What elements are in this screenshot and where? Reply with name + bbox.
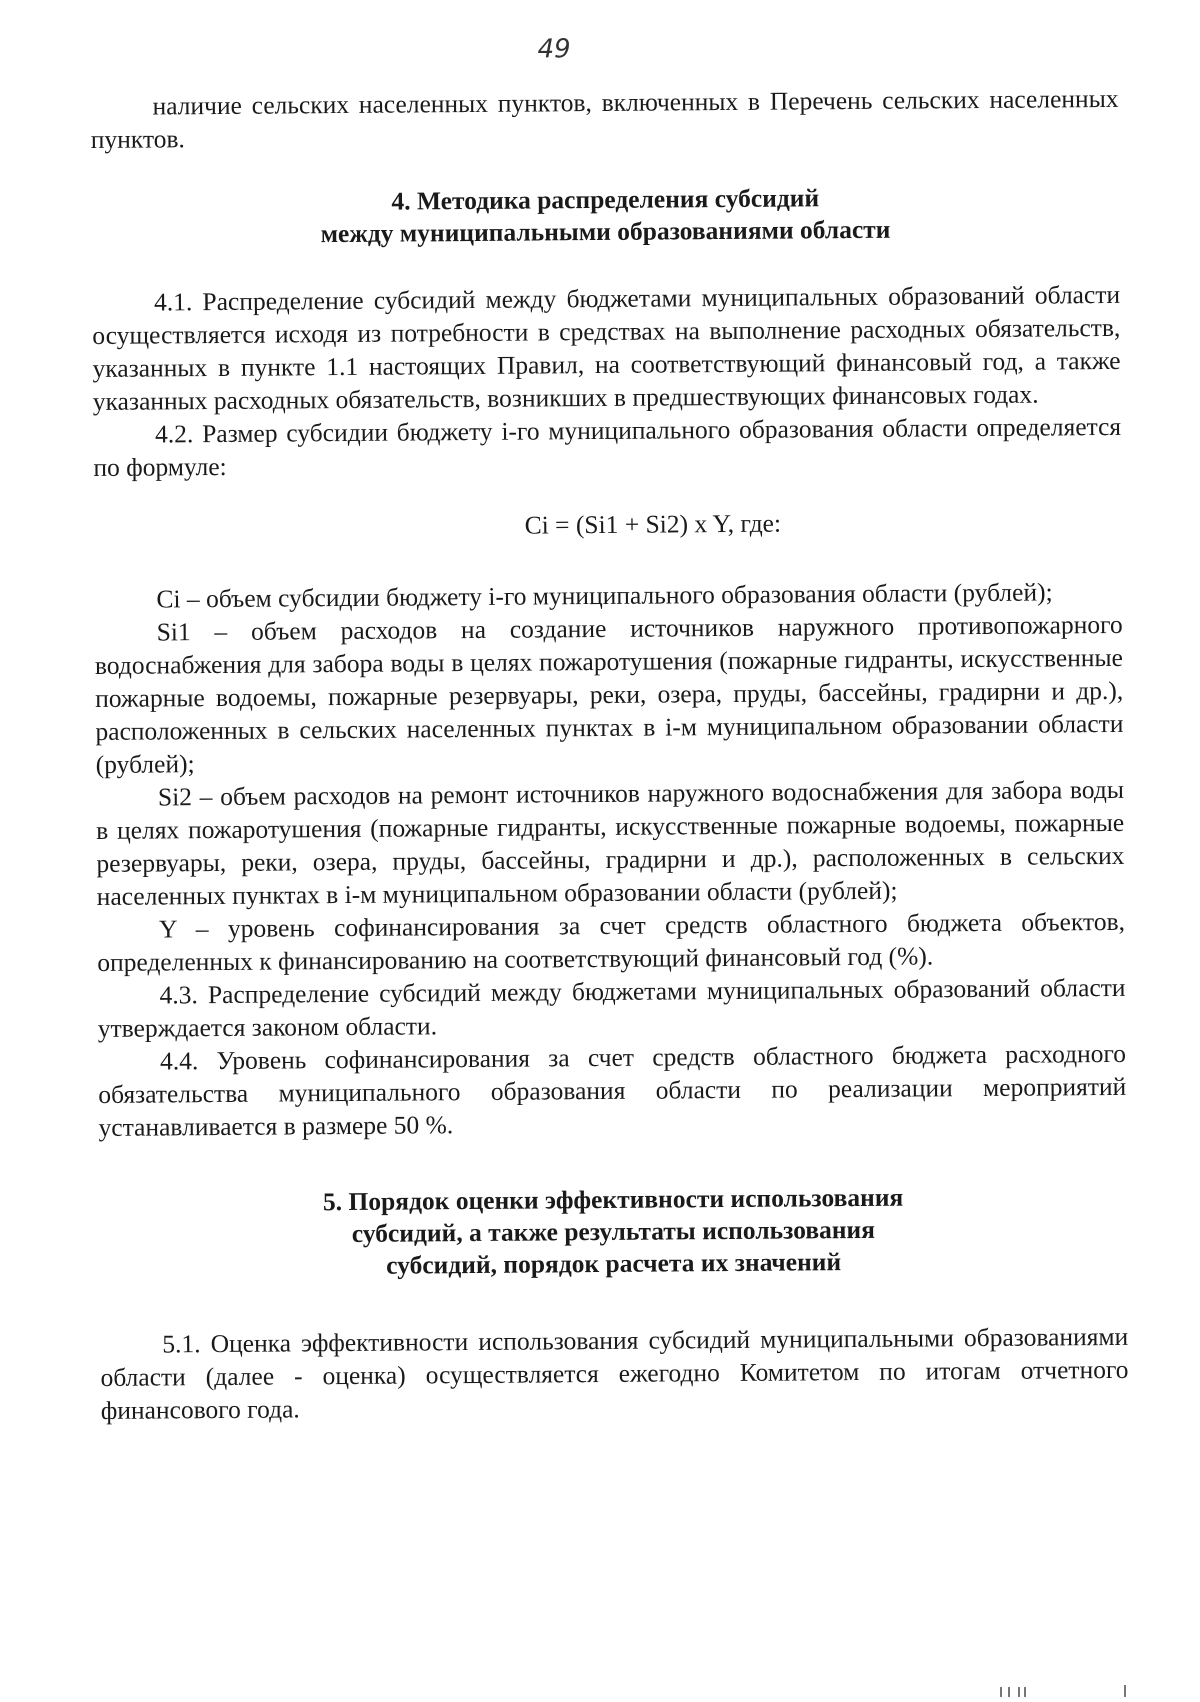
paragraph-4-3: 4.3. Распределение субсидий между бюджетами муниципальных образований области утверждается законом области. (97, 972, 1126, 1043)
subsidy-formula: Ci = (Si1 + Si2) x Y, где: (524, 508, 782, 540)
section-5-title-line-3: субсидий, порядок расчета их значений (386, 1247, 842, 1280)
section-5-title-line-1: 5. Порядок оценки эффективности использования (322, 1182, 904, 1217)
definition-si1: Si1 – объем расходов на создание источников наружного противопожарного водоснабжения для забора воды в целях пожаротушения (пожарные гидранты, искусственные пожарные водоемы, пожарные резервуары, реки, озера, пруды, бассейны, градирни и др.), расположенных в сельских населенных пунктах в i-м муниципальном образовании области (рублей); (94, 609, 1124, 779)
section-4-title-line-2: между муниципальными образованиями области (320, 214, 891, 249)
definition-si2: Si2 – объем расходов на ремонт источников наружного водоснабжения для забора воды в целях пожаротушения (пожарные гидранты, искусственные пожарные водоемы, пожарные резервуары, реки, озера, пруды, бассейны, градирни и др.), расположенных в сельских населенных пунктах в i-м муниципальном образовании области (рублей); (96, 774, 1125, 911)
paragraph-4-4: 4.4. Уровень софинансирования за счет средств областного бюджета расходного обязательства муниципального образования области по реализации мероприятий устанавливается в размере 50 %. (98, 1038, 1127, 1142)
paragraph-4-1: 4.1. Распределение субсидий между бюджетами муниципальных образований области осуществляется исходя из потребности в средствах на выполнение расходных обязательств, указанных в пункте 1.1 настоящих Правил, на соответствующий финансовый год, а также указанных расходных обязательств, возникших в предшествующих финансовых годах. (92, 279, 1121, 416)
section-4-heading (91, 180, 1119, 252)
paragraph-5-1: 5.1. Оценка эффективности использования субсидий муниципальными образованиями области (далее - оценка) осуществляется ежегодно Комитетом по итогам отчетного финансового года. (100, 1321, 1129, 1425)
page-number: 49 (537, 34, 571, 65)
document-body (90, 82, 1128, 1427)
intro-paragraph: наличие сельских населенных пунктов, включенных в Перечень сельских населенных пунктов. (90, 83, 1119, 154)
paragraph-4-2: 4.2. Размер субсидии бюджету i-го муниципального образования области определяется по формуле: (93, 411, 1122, 482)
scan-edge-marks (1000, 1685, 1140, 1697)
section-5-title-line-2: субсидий, а также результаты использования (351, 1214, 876, 1248)
definition-y: Y – уровень софинансирования за счет средств областного бюджета объектов, определенных к финансированию на соответствующий финансовый год (%). (97, 906, 1126, 977)
definition-ci: Ci – объем субсидии бюджету i-го муниципального образования области (рублей); (156, 577, 1053, 614)
section-4-title-line-1: 4. Методика распределения субсидий (391, 183, 820, 216)
section-5-heading (99, 1180, 1128, 1284)
